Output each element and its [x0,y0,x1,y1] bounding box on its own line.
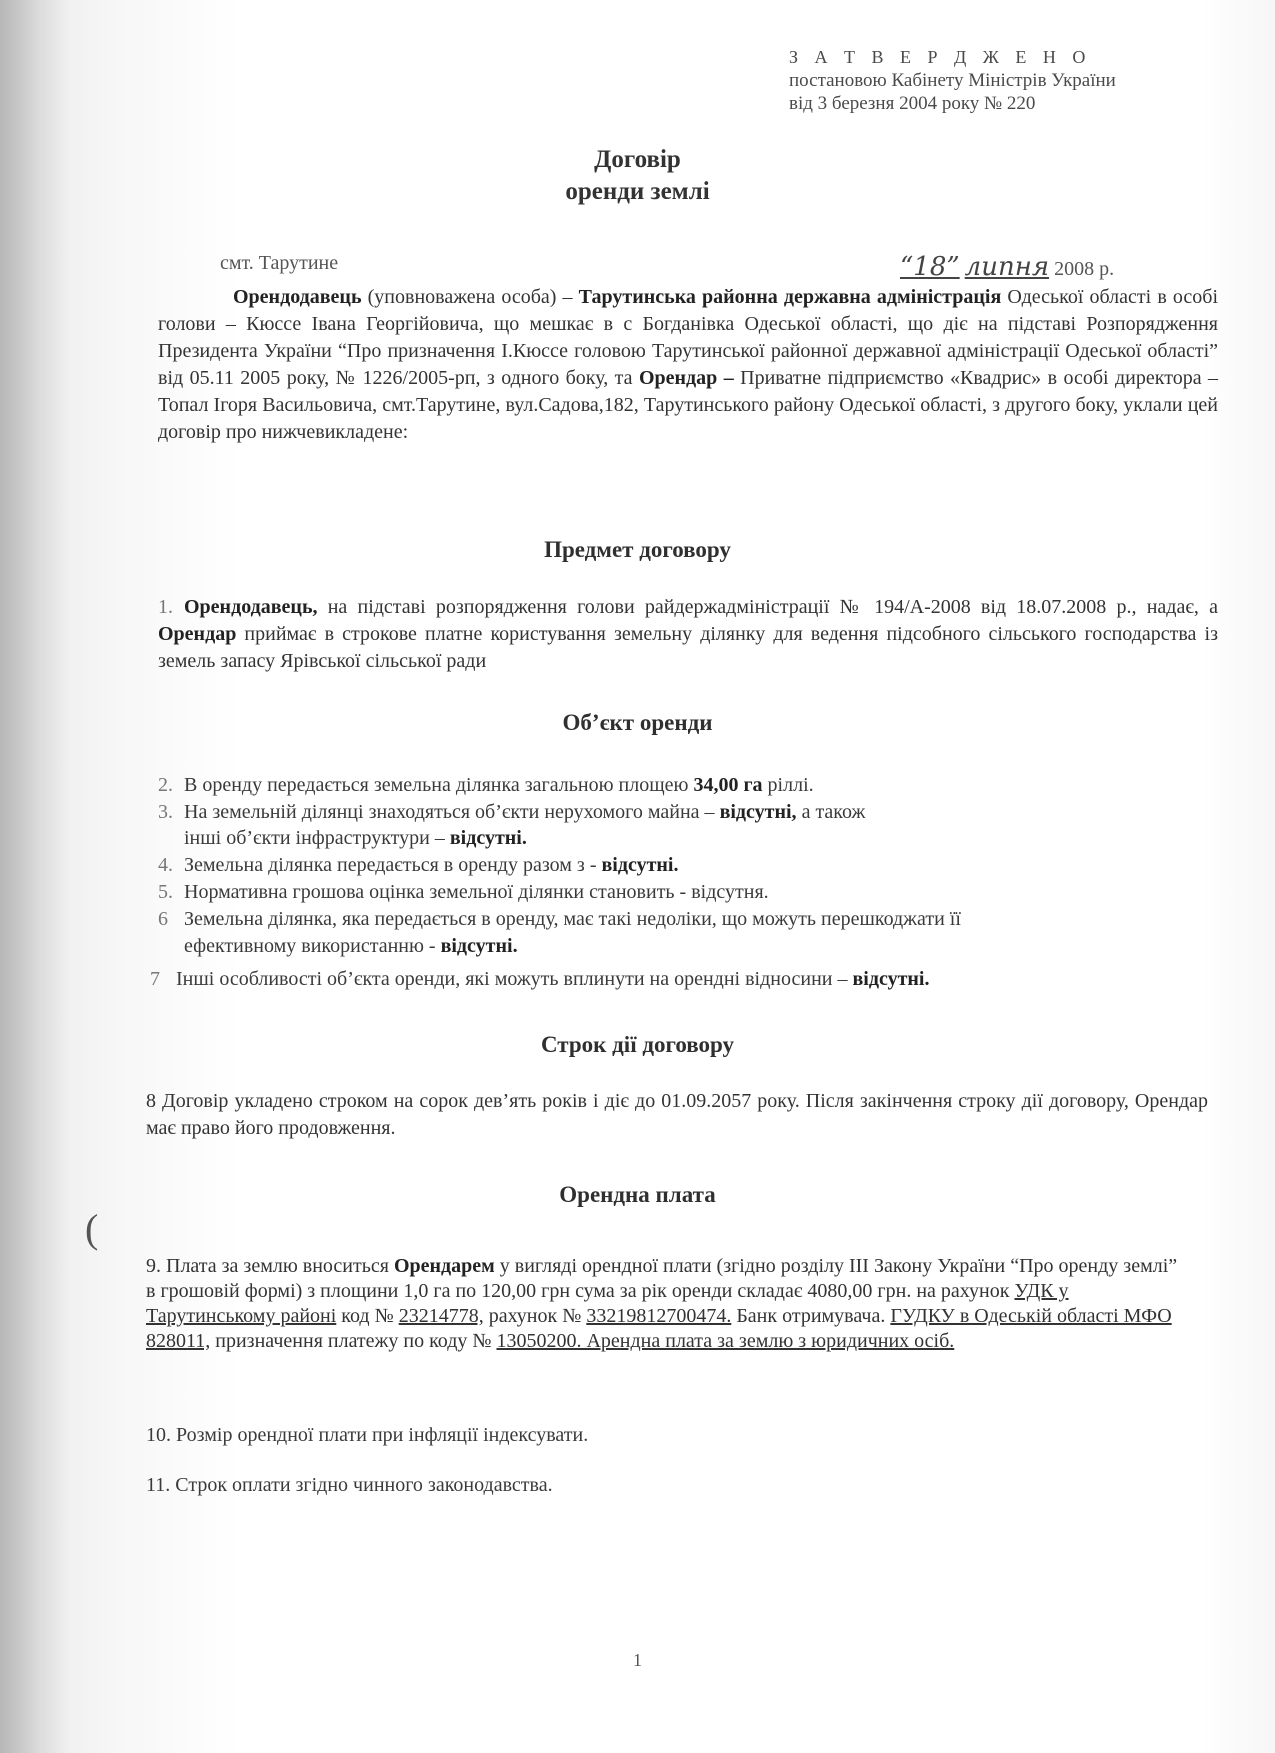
document-subtitle: оренди землі [565,178,710,205]
clause-3-number: 3. [158,801,173,823]
approval-block [789,46,1229,115]
margin-mark: ( [85,1206,99,1251]
clause-1-text-a: на підставі розпорядження голови райдержадміністрації № 194/А-2008 від 18.07.2008 р., надає, а [317,596,1218,618]
clause-4-number: 4. [158,854,173,876]
clause-9-purpose: 13050200. Арендна плата за землю з юридичних осіб. [496,1330,955,1352]
clause-1-text-b: приймає в строкове платне користування земельну ділянку для ведення підсобного сільського господарства із земель запасу Ярівської сільської ради [158,623,1218,672]
clause-9-text-a: 9. Плата за землю вноситься [146,1255,394,1277]
clause-3-value-2: відсутні. [449,827,527,849]
date-month: липня [964,252,1050,282]
section-rent: Орендна плата [559,1182,716,1207]
clause-3-continuation [184,825,527,851]
clause-2-area: 34,00 га [693,774,763,796]
clause-9-text-d: рахунок № [483,1305,587,1327]
clause-1-lessor: Орендодавець, [184,596,318,618]
clause-7-text: Інші особливості об’єкта оренди, які можуть вплинути на орендні відносини – [176,968,853,990]
clause-1-number: 1. [158,596,173,618]
clause-9-account: 33219812700474. [586,1305,732,1327]
clause-4-text: Земельна ділянка передається в оренду разом з - [184,854,602,876]
clause-1 [158,594,1218,675]
clause-7-number: 7 [150,968,160,990]
clause-5-number: 5. [158,881,173,903]
approval-heading: З А Т В Е Р Д Ж Е Н О [789,47,1092,67]
section-object: Об’єкт оренди [562,710,713,735]
intro-text-2: Одеської області в особі голови – Кюссе Івана Георгійовича, що мешкає в с Богданівка Одеської області, що діє на підставі Розпорядження Президента України “Про призначення І.Кюссе головою Тарутинської районної державної адміністрації Одеської області” від 05.11 2005 року, № 1226/2005-рп, з одного боку, та [158,286,1218,389]
intro-paragraph [158,284,1218,446]
clause-9-text-f: призначення платежу по коду № [210,1330,497,1352]
document-title: Договір [594,146,681,173]
clause-8: 8 Договір укладено строком на сорок дев’ять років і діє до 01.09.2057 року. Після закінчення строку дії договору, Орендар має право його продовження. [146,1090,1208,1139]
clause-3-text-1: На земельній ділянці знаходяться об’єкти нерухомого майна – [184,801,720,823]
clause-6-text-2: ефективному використанню - [184,935,441,957]
clause-7 [150,966,929,992]
clause-9-udk: УДК у Тарутинському районі [146,1280,1069,1327]
clause-9-text-c: код № [336,1305,399,1327]
intro-text-3: Приватне підприємство «Квадрис» в особі директора – Топал Ігоря Васильовича, смт.Тарутине, вул.Садова,182, Тарутинського району Одеської області, з другого боку, уклали цей договір про нижчевикладене: [158,367,1218,443]
section-subject: Предмет договору [544,537,731,562]
clause-3-value-1: відсутні, [719,801,797,823]
clause-6-text-1: Земельна ділянка, яка передається в оренду, має такі недоліки, що можуть перешкоджати її [184,908,961,930]
clause-6 [158,906,961,932]
contract-place: смт. Тарутине [220,252,339,274]
clause-5 [158,879,769,905]
clause-5-text: Нормативна грошова оцінка земельної ділянки становить - відсутня. [184,881,769,903]
clause-9-lessee: Орендарем [393,1255,495,1277]
clause-6-number: 6 [158,908,168,930]
clause-1-lessee: Орендар [158,623,237,645]
clause-2-number: 2. [158,774,173,796]
clause-2 [158,772,814,798]
approval-line-2: від 3 березня 2004 року № 220 [789,93,1036,114]
clause-9-text-e: Банк отримувача. [731,1305,891,1327]
clause-6-continuation [184,933,518,959]
clause-9-code: 23214778, [398,1305,484,1327]
clause-6-value: відсутні. [440,935,518,957]
contract-date [900,252,1114,282]
page-number: 1 [633,1650,642,1670]
clause-11: 11. Строк оплати згідно чинного законодавства. [146,1474,553,1496]
lessee-label: Орендар – [638,367,734,389]
clause-9 [146,1254,1180,1354]
approval-line-1: постановою Кабінету Міністрів України [789,70,1116,91]
clause-3-text-3: інші об’єкти інфраструктури – [184,827,450,849]
scan-edge-shadow [0,0,70,1753]
date-year: 2008 р. [1054,258,1115,280]
date-day: “18” [900,252,960,282]
clause-4 [158,852,678,878]
clause-2-tail: ріллі. [762,774,814,796]
intro-text-1: (уповноважена особа) – [361,286,579,308]
section-term: Строк дії договору [540,1032,735,1057]
clause-2-text: В оренду передається земельна ділянка загальною площею [184,774,694,796]
clause-3 [158,799,865,825]
clause-9-bank: ГУДКУ в Одеській області МФО 828011, [146,1305,1172,1352]
lessor-name: Тарутинська районна державна адміністрація [578,286,1002,308]
clause-9-text-b: у вигляді орендної плати (згідно розділу ІІІ Закону України “Про оренду землі” в грошовій формі) з площини 1,0 га по 120,00 грн сума за рік оренди складає 4080,00 грн. на рахунок [146,1255,1178,1302]
clause-10: 10. Розмір орендної плати при інфляції індексувати. [146,1424,589,1446]
lessor-label: Орендодавець [233,286,362,308]
clause-7-value: відсутні. [852,968,930,990]
clause-3-text-2: а також [796,801,866,823]
clause-4-value: відсутні. [601,854,679,876]
